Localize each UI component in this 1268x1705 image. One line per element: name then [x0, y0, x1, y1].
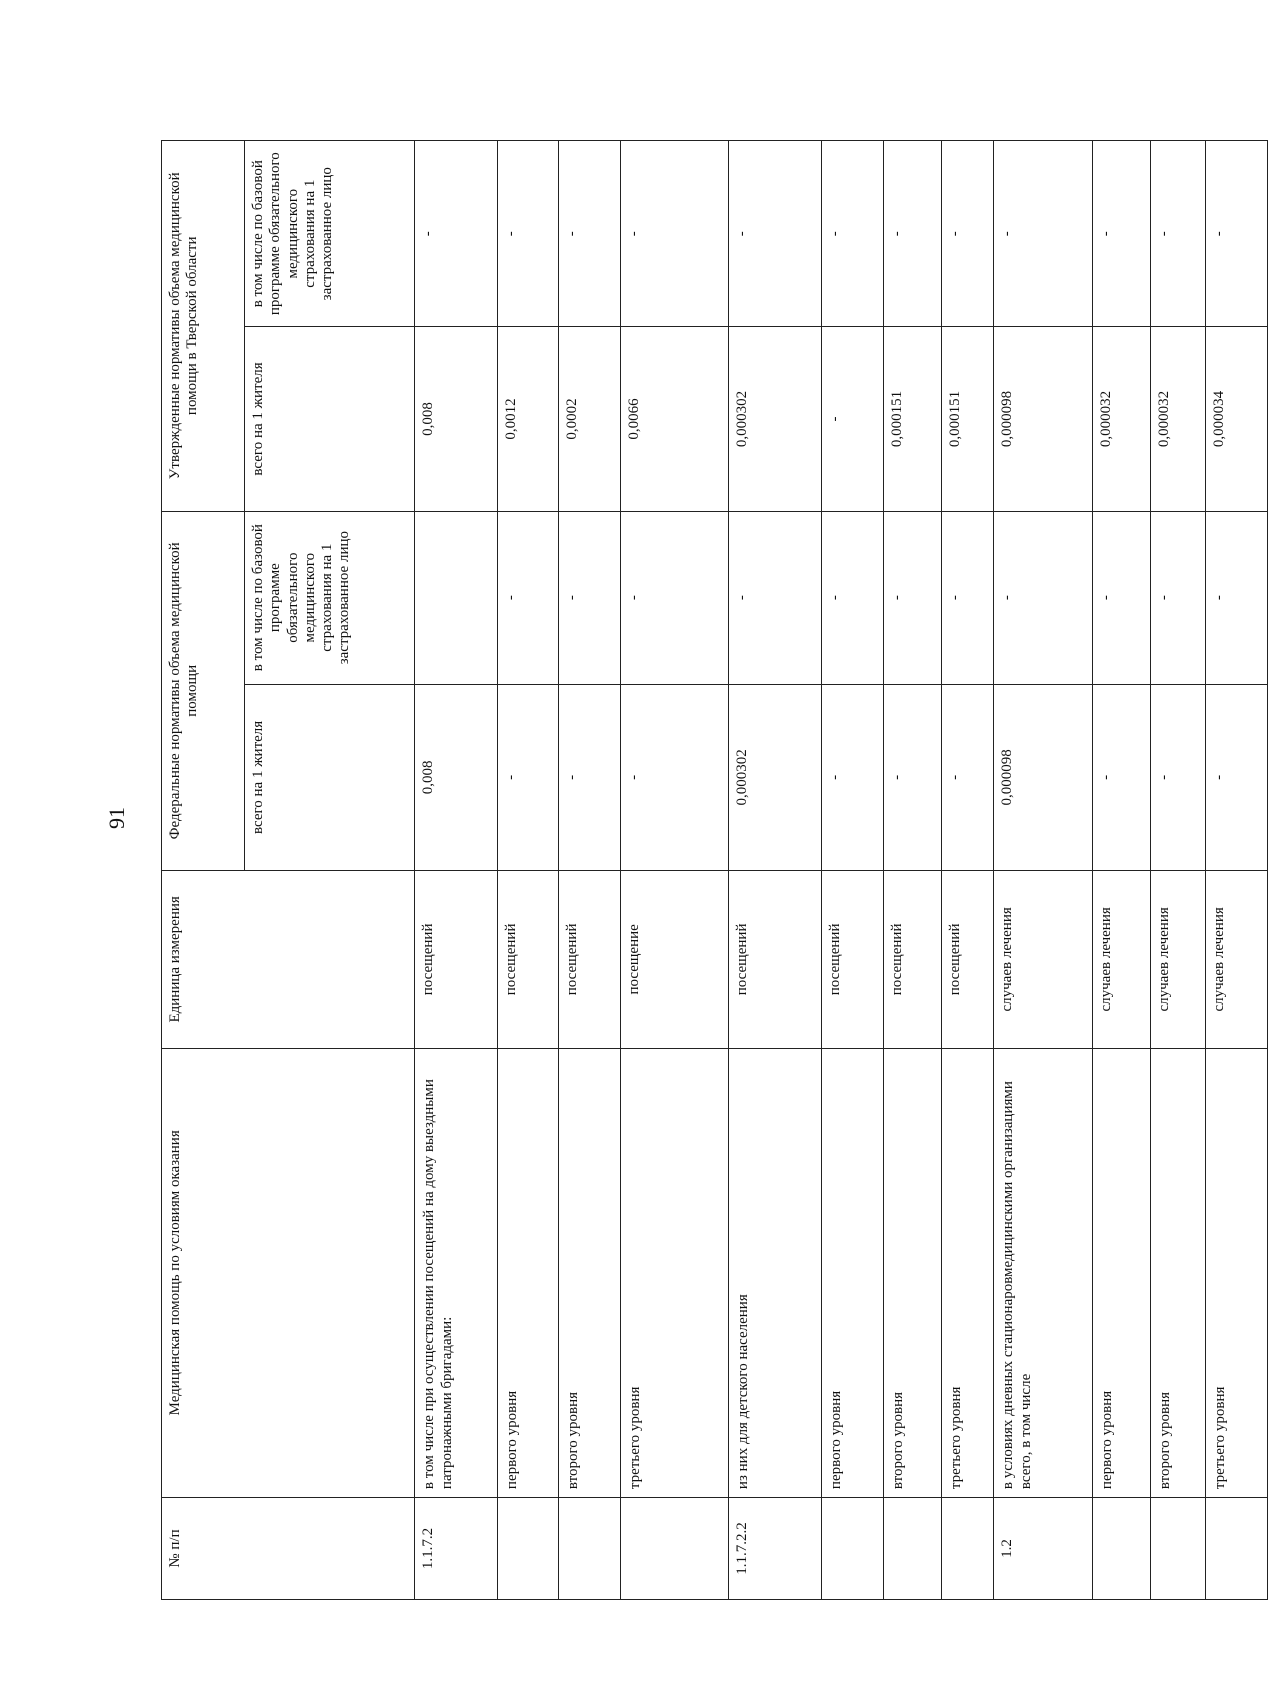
row-num: [884, 1498, 942, 1600]
row-unit: случаев лечения: [1151, 871, 1206, 1049]
header-tver-per-insured: в том числе по базовой программе обязательного медицинского страхования на 1 застрахованное лицо: [245, 141, 415, 327]
row-tver-all: 0,0012: [497, 327, 559, 511]
row-tver-oms: -: [822, 141, 884, 327]
table-row: [1093, 141, 1151, 1600]
row-tver-oms: -: [728, 141, 822, 327]
row-tver-oms: -: [884, 141, 942, 327]
row-desc: из них для детского населения: [728, 1048, 822, 1497]
row-tver-all: 0,008: [415, 327, 498, 511]
table-row: [1206, 141, 1268, 1600]
row-unit: случаев лечения: [1206, 871, 1268, 1049]
row-fed-all: -: [559, 684, 621, 870]
row-tver-all: 0,000151: [884, 327, 942, 511]
header-tver: Утвержденные нормативы объема медицинской помощи в Тверской области: [162, 141, 245, 512]
row-fed-oms: -: [1206, 511, 1268, 684]
row-num: [941, 1498, 993, 1600]
table-row: [941, 141, 993, 1600]
row-tver-all: -: [822, 327, 884, 511]
row-unit: посещений: [559, 871, 621, 1049]
row-fed-oms: -: [1093, 511, 1151, 684]
row-fed-all: 0,000302: [728, 684, 822, 870]
row-tver-oms: -: [621, 141, 728, 327]
row-fed-all: -: [822, 684, 884, 870]
row-unit: посещений: [941, 871, 993, 1049]
row-desc: первого уровня: [822, 1048, 884, 1497]
table-row: [822, 141, 884, 1600]
row-desc: в том числе при осуществлении посещений на дому выездными патронажными бригадами:: [415, 1048, 498, 1497]
row-tver-oms: -: [941, 141, 993, 327]
row-num: [822, 1498, 884, 1600]
row-desc: третьего уровня: [1206, 1048, 1268, 1497]
row-unit: случаев лечения: [1093, 871, 1151, 1049]
row-tver-all: 0,000151: [941, 327, 993, 511]
row-tver-all: 0,000034: [1206, 327, 1268, 511]
row-num: [1093, 1498, 1151, 1600]
row-tver-oms: -: [559, 141, 621, 327]
table-row: [884, 141, 942, 1600]
row-fed-all: 0,000098: [994, 684, 1093, 870]
row-tver-oms: -: [1093, 141, 1151, 327]
row-num: [559, 1498, 621, 1600]
row-tver-all: 0,000098: [994, 327, 1093, 511]
row-desc: второго уровня: [559, 1048, 621, 1497]
row-tver-all: 0,000032: [1093, 327, 1151, 511]
header-fed-per-insured: в том числе по базовой программе обязательного медицинского страхования на 1 застрахованное лицо: [245, 511, 415, 684]
row-tver-all: 0,0002: [559, 327, 621, 511]
row-desc: первого уровня: [497, 1048, 559, 1497]
table-row: [559, 141, 621, 1600]
rotated-table-container: [161, 140, 1268, 1600]
row-tver-all: 0,0066: [621, 327, 728, 511]
row-unit: случаев лечения: [994, 871, 1093, 1049]
row-tver-all: 0,000302: [728, 327, 822, 511]
row-fed-oms: -: [941, 511, 993, 684]
row-unit: посещений: [497, 871, 559, 1049]
page-number: 91: [104, 807, 129, 829]
row-tver-oms: -: [1151, 141, 1206, 327]
row-fed-all: -: [1151, 684, 1206, 870]
row-tver-oms: -: [415, 141, 498, 327]
row-num: 1.1.7.2: [415, 1498, 498, 1600]
row-fed-oms: -: [621, 511, 728, 684]
row-tver-oms: -: [497, 141, 559, 327]
row-desc: третьего уровня: [941, 1048, 993, 1497]
row-unit: посещение: [621, 871, 728, 1049]
row-fed-all: 0,008: [415, 684, 498, 870]
row-num: 1.2: [994, 1498, 1093, 1600]
table-row: [497, 141, 559, 1600]
row-tver-oms: -: [994, 141, 1093, 327]
header-fed-per-resident: всего на 1 жителя: [245, 684, 415, 870]
table-row: [621, 141, 728, 1600]
row-fed-oms: -: [994, 511, 1093, 684]
row-desc: второго уровня: [884, 1048, 942, 1497]
row-unit: посещений: [822, 871, 884, 1049]
row-fed-all: -: [1206, 684, 1268, 870]
header-condition: Медицинская помощь по условиям оказания: [162, 1048, 415, 1497]
row-fed-all: -: [497, 684, 559, 870]
row-fed-oms: -: [559, 511, 621, 684]
row-num: [621, 1498, 728, 1600]
header-tver-per-resident: всего на 1 жителя: [245, 327, 415, 511]
row-fed-oms: -: [1151, 511, 1206, 684]
row-num: [1151, 1498, 1206, 1600]
normative-table: [161, 140, 1268, 1600]
row-tver-all: 0,000032: [1151, 327, 1206, 511]
row-fed-all: -: [884, 684, 942, 870]
row-desc: первого уровня: [1093, 1048, 1151, 1497]
row-fed-all: -: [621, 684, 728, 870]
row-desc: в условиях дневных стационаровмедицинскими организациями всего, в том числе: [994, 1048, 1093, 1497]
header-unit: Единица измерения: [162, 871, 415, 1049]
row-fed-oms: -: [884, 511, 942, 684]
header-num: № п/п: [162, 1498, 415, 1600]
row-fed-oms: [415, 511, 498, 684]
row-fed-all: -: [1093, 684, 1151, 870]
table-row: [1151, 141, 1206, 1600]
row-fed-oms: -: [822, 511, 884, 684]
row-unit: посещений: [884, 871, 942, 1049]
row-num: [497, 1498, 559, 1600]
row-tver-oms: -: [1206, 141, 1268, 327]
header-federal: Федеральные нормативы объема медицинской помощи: [162, 511, 245, 871]
row-num: 1.1.7.2.2: [728, 1498, 822, 1600]
row-num: [1206, 1498, 1268, 1600]
row-unit: посещений: [415, 871, 498, 1049]
row-fed-all: -: [941, 684, 993, 870]
table-row: [728, 141, 822, 1600]
row-unit: посещений: [728, 871, 822, 1049]
table-row: [994, 141, 1093, 1600]
row-fed-oms: -: [728, 511, 822, 684]
row-fed-oms: -: [497, 511, 559, 684]
table-row: [415, 141, 498, 1600]
row-desc: третьего уровня: [621, 1048, 728, 1497]
row-desc: второго уровня: [1151, 1048, 1206, 1497]
